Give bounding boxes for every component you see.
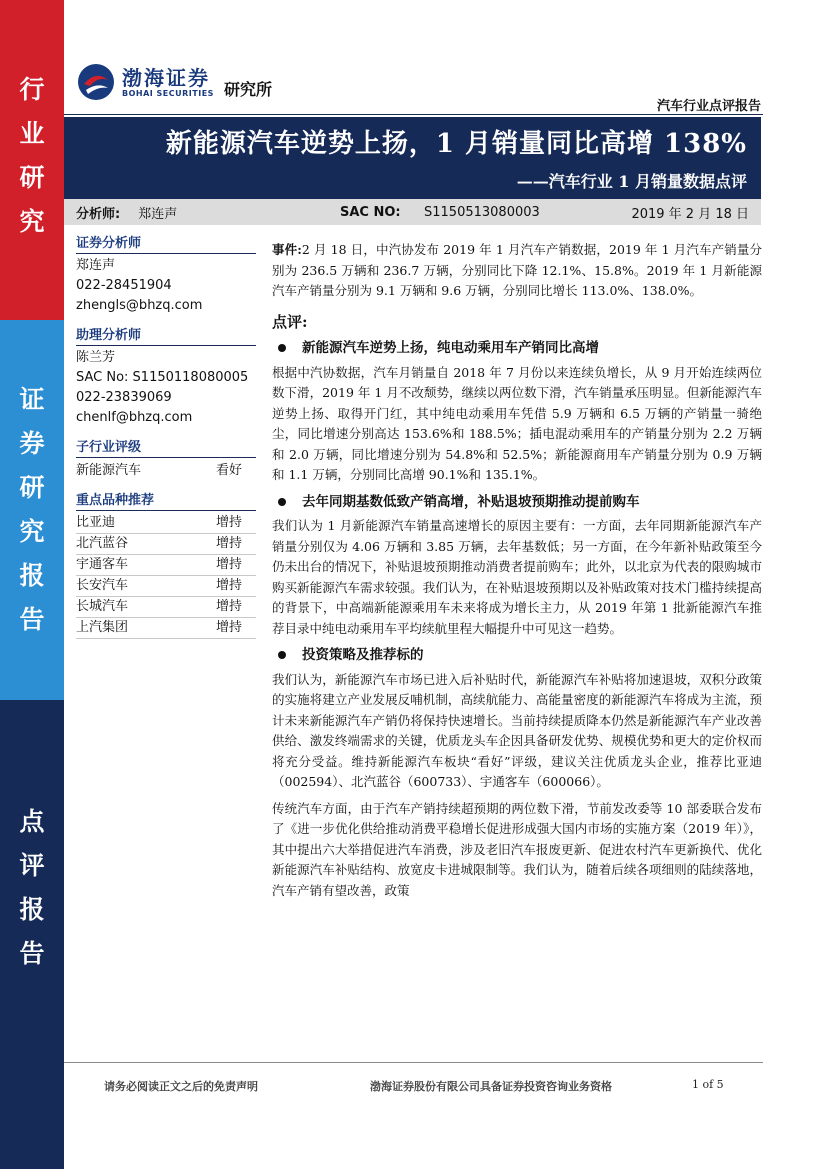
pick-rating: 增持	[215, 599, 242, 614]
footer-divider	[64, 1062, 763, 1063]
bullet-icon	[278, 498, 286, 506]
sidebar-char: 券	[19, 429, 45, 458]
picks-heading: 重点品种推荐	[76, 489, 256, 511]
footer-qualification: 渤海证券股份有限公司具备证券投资咨询业务资格	[370, 1080, 612, 1093]
analyst-email[interactable]: zhengls@bhzq.com	[76, 298, 203, 313]
bullet-icon	[278, 651, 286, 659]
analyst-name: 郑连声	[138, 206, 178, 222]
sidebar-char: 究	[19, 517, 45, 546]
rating-value: 看好	[215, 463, 242, 478]
sidebar-char: 点	[19, 807, 45, 836]
paragraph-2: 我们认为 1 月新能源汽车销量高速增长的原因主要有：一方面，去年同期新能源汽车产销量分别仅为 4.06 万辆和 3.85 万辆，去年基数低；另一方面，在今年新补贴政策至今仍未出台的情况下，补贴退坡预期推动消费者提前购车；此外，以北京为代表的限购城市购买新能源汽车需求较强。我们认为，在补贴退坡预期以及补贴政策对技术门槛持续提高的背景下，中高端新能源乘用车未来将成为增长主力，从 2019 年第 1 批新能源汽车推荐目录中纯电动乘用车平均续航里程大幅提升中可见这一趋势。	[272, 518, 762, 636]
assistant-name: 陈兰芳	[76, 350, 116, 365]
analyst-heading: 证券分析师	[76, 232, 256, 254]
sidebar-char: 研	[19, 473, 45, 502]
event-label: 事件:	[272, 242, 302, 257]
section-heading-text: 去年同期基数低致产销高增，补贴退坡预期推动提前购车	[302, 493, 640, 510]
rating-section	[76, 436, 256, 481]
rating-row	[76, 460, 256, 481]
pick-rating: 增持	[215, 557, 242, 572]
sidebar-char: 究	[19, 207, 45, 236]
pick-rating: 增持	[215, 536, 242, 551]
pick-name: 上汽集团	[76, 620, 129, 635]
sidebar-char: 业	[19, 119, 45, 148]
section-heading-2	[272, 492, 762, 513]
sidebar-char: 评	[19, 851, 45, 880]
paragraph-4: 传统汽车方面，由于汽车产销持续超预期的两位数下滑，节前发改委等 10 部委联合发布了《进一步优化供给推动消费平稳增长促进形成强大国内市场的实施方案（2019 年）》，其中提出六大举措促进汽车消费，涉及老旧汽车报废更新、促进农村汽车更新换代、优化新能源汽车补贴结构、放宽皮卡进城限制等。我们认为，随着后续各项细则的陆续落地，汽车产销有望改善，政策	[272, 800, 762, 898]
event-text: 2 月 18 日，中汽协发布 2019 年 1 月汽车产销数据，2019 年 1 月汽车产销量分别为 236.5 万辆和 236.7 万辆，分别同比下降 12.1%、15.8%。2019 年 1 月新能源汽车产销量分别为 9.1 万辆和 9.6 万辆，分别同比增长 113.0%、138.0%。	[272, 242, 762, 298]
analyst-info-bar	[64, 199, 761, 225]
pick-rating: 增持	[215, 578, 242, 593]
assistant-sac: SAC No: S1150118080005	[76, 370, 249, 385]
pick-row	[76, 534, 256, 555]
picks-section	[76, 489, 256, 639]
sidebar-comment-report	[0, 700, 64, 1169]
pick-row	[76, 513, 256, 534]
section-heading-text: 新能源汽车逆势上扬，纯电动乘用车产销同比高增	[302, 340, 599, 356]
comment-heading: 点评:	[272, 312, 308, 331]
company-logo	[76, 62, 272, 102]
rating-heading: 子行业评级	[76, 436, 256, 458]
report-type: 汽车行业点评报告	[656, 99, 761, 114]
assistant-heading: 助理分析师	[76, 324, 256, 346]
analyst-label: 分析师:	[76, 206, 121, 222]
pick-rating: 增持	[215, 515, 242, 530]
report-date: 2019 年 2 月 18 日	[631, 206, 749, 222]
assistant-section	[76, 324, 256, 428]
left-info-column	[76, 232, 256, 647]
assistant-email[interactable]: chenlf@bhzq.com	[76, 410, 193, 425]
pick-row	[76, 618, 256, 639]
page-number: 1 of 5	[692, 1078, 724, 1091]
sidebar-char: 行	[19, 75, 45, 104]
department-label: 研究所	[223, 79, 272, 99]
pick-name: 宇通客车	[76, 557, 129, 572]
paragraph-1: 根据中汽协数据，汽车月销量自 2018 年 7 月份以来连续负增长，从 9 月开始连续两位数下滑，2019 年 1 月不改颓势，继续以两位数下滑，汽车销量承压明显。但新能源汽车逆势上扬、取得开门红，其中纯电动乘用车凭借 5.9 万辆和 6.5 万辆的产销量一骑绝尘，同比增速分别高达 153.6%和 188.5%；插电混动乘用车的产销量分别为 2.2 万辆和 2.0 万辆，同比增速分别为 54.8%和 52.5%；新能源商用车产销量分别为 0.9 万辆和 1.1 万辆，分别同比高增 90.1%和 135.1%。	[272, 364, 762, 482]
sidebar-char: 报	[19, 561, 45, 590]
pick-name: 长安汽车	[76, 578, 129, 593]
event-paragraph	[272, 240, 762, 302]
sidebar-char: 告	[19, 605, 45, 634]
header-divider	[64, 114, 763, 115]
sidebar-char: 报	[19, 895, 45, 924]
section-heading-text: 投资策略及推荐标的	[302, 647, 424, 663]
logo-chinese-name: 渤海证券	[122, 65, 210, 90]
sac-label: SAC NO:	[340, 204, 401, 220]
pick-name: 长城汽车	[76, 599, 129, 614]
analyst-section	[76, 232, 256, 316]
analyst-phone: 022-28451904	[76, 278, 172, 293]
section-heading-1	[272, 338, 762, 359]
bullet-icon	[278, 344, 286, 352]
pick-name: 北汽蓝谷	[76, 536, 129, 551]
report-title: 新能源汽车逆势上扬，1 月销量同比高增 138%	[165, 129, 747, 159]
sidebar-char: 证	[19, 385, 45, 414]
assistant-phone: 022-23839069	[76, 390, 172, 405]
sidebar-char: 研	[19, 163, 45, 192]
logo-english-name: BOHAI SECURITIES	[122, 88, 214, 98]
pick-row	[76, 555, 256, 576]
title-banner	[64, 117, 761, 199]
sac-number: S1150513080003	[424, 204, 540, 220]
sidebar-industry-research	[0, 0, 64, 320]
analyst-name: 郑连声	[76, 258, 116, 273]
bohai-logo-icon	[76, 62, 116, 102]
pick-row	[76, 597, 256, 618]
section-heading-3	[272, 645, 762, 666]
sidebar-securities-report	[0, 320, 64, 700]
sidebar-char: 告	[19, 939, 45, 968]
report-body	[272, 240, 762, 907]
report-subtitle: ——汽车行业 1 月销量数据点评	[516, 172, 747, 191]
rating-sector: 新能源汽车	[76, 463, 142, 478]
pick-rating: 增持	[215, 620, 242, 635]
pick-name: 比亚迪	[76, 515, 116, 530]
pick-row	[76, 576, 256, 597]
paragraph-3: 我们认为，新能源汽车市场已进入后补贴时代，新能源汽车补贴将加速退坡，双积分政策的实施将建立产业发展反哺机制，高续航能力、高能量密度的新能源汽车将成为主流，预计未来新能源汽车产销仍将保持快速增长。当前持续提质降本仍然是新能源汽车产业改善供给、激发终端需求的关键，优质龙头车企因具备研发优势、规模优势和更大的定价权而将充分受益。维持新能源汽车板块“看好”评级，建议关注优质龙头企业，推荐比亚迪（002594）、北汽蓝谷（600733）、宇通客车（600066）。	[272, 671, 762, 789]
footer-disclaimer: 请务必阅读正文之后的免责声明	[104, 1080, 258, 1093]
